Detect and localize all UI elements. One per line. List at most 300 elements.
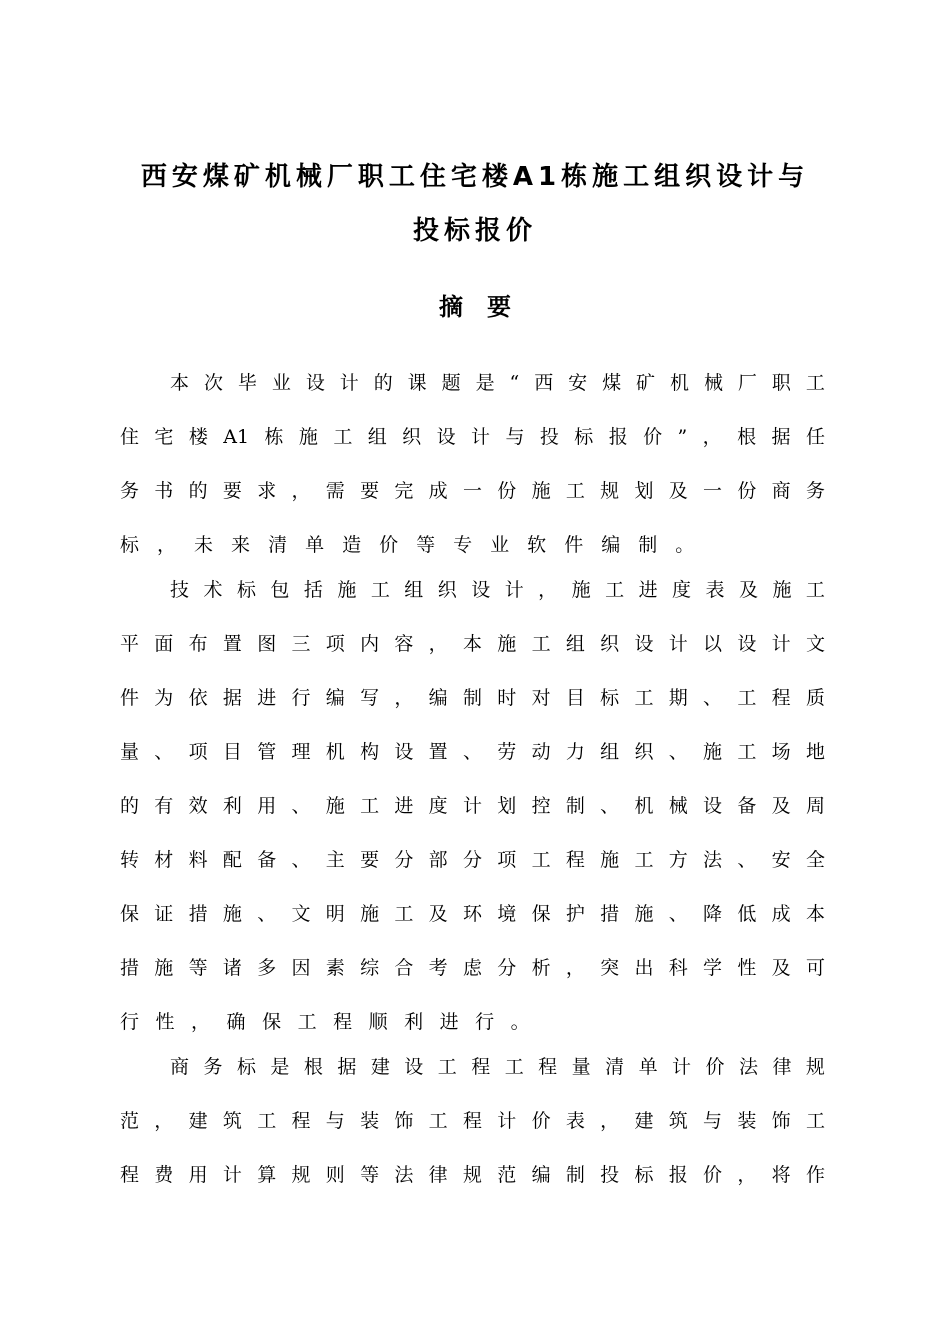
- glyph: 价: [531, 1110, 551, 1132]
- glyph: 程: [771, 687, 791, 709]
- glyph: 护: [565, 903, 585, 925]
- glyph: 性: [737, 957, 757, 979]
- glyph: 场: [771, 741, 791, 763]
- glyph: 划: [497, 795, 517, 817]
- glyph: 依: [188, 687, 208, 709]
- glyph: 计: [462, 795, 482, 817]
- abstract-line: [120, 629, 825, 659]
- glyph: 筑: [668, 1110, 688, 1132]
- glyph: 科: [668, 957, 688, 979]
- glyph: 程: [120, 1164, 140, 1186]
- glyph: 文: [805, 633, 825, 655]
- glyph: 有: [154, 795, 174, 817]
- glyph: 图: [257, 633, 277, 655]
- glyph: 一: [462, 480, 482, 502]
- glyph: 力: [565, 741, 585, 763]
- glyph: 建: [188, 1110, 208, 1132]
- glyph: 据: [771, 426, 791, 448]
- glyph: 及: [738, 579, 758, 601]
- glyph: 效: [188, 795, 208, 817]
- glyph: 本: [170, 372, 190, 394]
- glyph: 标: [120, 534, 140, 556]
- glyph: 清: [605, 1056, 625, 1078]
- glyph: 用: [188, 1164, 208, 1186]
- glyph: 务: [120, 480, 140, 502]
- glyph: 、: [668, 903, 688, 925]
- glyph: 量: [120, 741, 140, 763]
- glyph: 清: [268, 534, 288, 556]
- glyph: 写: [360, 687, 380, 709]
- glyph: 任: [805, 426, 825, 448]
- glyph: 顺: [368, 1011, 388, 1033]
- glyph: 煤: [602, 372, 622, 394]
- glyph: 施: [222, 903, 242, 925]
- glyph: 计: [471, 426, 491, 448]
- glyph: 利: [222, 795, 242, 817]
- glyph: 。: [675, 534, 695, 556]
- glyph: 的: [120, 795, 140, 817]
- glyph: 、: [668, 741, 688, 763]
- glyph: 一: [703, 480, 723, 502]
- glyph: 用: [257, 795, 277, 817]
- glyph: 专: [453, 534, 473, 556]
- glyph: 、: [737, 849, 757, 871]
- glyph: 据: [222, 687, 242, 709]
- glyph: 证: [154, 903, 174, 925]
- abstract-line: [170, 368, 825, 398]
- glyph: 宅: [154, 426, 174, 448]
- glyph: 安: [771, 849, 791, 871]
- glyph: 对: [531, 687, 551, 709]
- glyph: 法: [703, 849, 723, 871]
- abstract-line: [120, 899, 825, 929]
- glyph: 律: [428, 1164, 448, 1186]
- glyph: 施: [360, 903, 380, 925]
- glyph: 来: [231, 534, 251, 556]
- glyph: ，: [565, 957, 585, 979]
- glyph: 容: [394, 633, 414, 655]
- glyph: 施: [772, 579, 792, 601]
- glyph: 矿: [636, 372, 656, 394]
- glyph: 根: [303, 1056, 323, 1078]
- glyph: 为: [154, 687, 174, 709]
- glyph: 单: [638, 1056, 658, 1078]
- glyph: 析: [531, 957, 551, 979]
- glyph: 与: [505, 426, 525, 448]
- glyph: 本: [462, 633, 482, 655]
- abstract-heading: 摘 要: [439, 293, 511, 321]
- glyph: ”: [677, 426, 688, 448]
- glyph: 厂: [737, 372, 757, 394]
- glyph: 工: [605, 579, 625, 601]
- glyph: 织: [402, 426, 422, 448]
- glyph: 配: [222, 849, 242, 871]
- glyph: 题: [441, 372, 461, 394]
- glyph: 价: [703, 1164, 723, 1186]
- glyph: 制: [565, 1164, 585, 1186]
- glyph: 职: [771, 372, 791, 394]
- glyph: 三: [291, 633, 311, 655]
- glyph: 范: [120, 1110, 140, 1132]
- glyph: 保: [120, 903, 140, 925]
- glyph: 械: [668, 795, 688, 817]
- glyph: 组: [404, 579, 424, 601]
- glyph: 及: [428, 903, 448, 925]
- glyph: 标: [236, 1056, 256, 1078]
- glyph: ，: [191, 1011, 211, 1033]
- glyph: 作: [805, 1164, 825, 1186]
- glyph: 范: [497, 1164, 517, 1186]
- glyph: 织: [600, 633, 620, 655]
- glyph: 及: [771, 957, 791, 979]
- glyph: 施: [298, 426, 318, 448]
- glyph: 备: [257, 849, 277, 871]
- glyph: 要: [360, 849, 380, 871]
- glyph: 编: [531, 1164, 551, 1186]
- glyph: 报: [668, 1164, 688, 1186]
- glyph: 控: [531, 795, 551, 817]
- glyph: 程: [471, 1056, 491, 1078]
- glyph: 业: [490, 534, 510, 556]
- glyph: 工: [257, 1110, 277, 1132]
- glyph: 度: [672, 579, 692, 601]
- glyph: 度: [428, 795, 448, 817]
- glyph: 标: [236, 579, 256, 601]
- glyph: 计: [672, 1056, 692, 1078]
- glyph: 表: [705, 579, 725, 601]
- glyph: 设: [404, 1056, 424, 1078]
- glyph: 降: [703, 903, 723, 925]
- glyph: 综: [360, 957, 380, 979]
- glyph: 保: [531, 903, 551, 925]
- glyph: 程: [565, 849, 585, 871]
- glyph: 成: [771, 903, 791, 925]
- glyph: 工: [531, 633, 551, 655]
- glyph: 平: [120, 633, 140, 655]
- glyph: 程: [538, 1056, 558, 1078]
- glyph: 、: [291, 795, 311, 817]
- glyph: 是: [270, 1056, 290, 1078]
- glyph: 标: [600, 687, 620, 709]
- glyph: 措: [600, 903, 620, 925]
- glyph: 程: [333, 1011, 353, 1033]
- glyph: 组: [367, 426, 387, 448]
- glyph: 住: [120, 426, 140, 448]
- glyph: 业: [271, 372, 291, 394]
- abstract-line: [120, 1007, 825, 1037]
- glyph: 突: [600, 957, 620, 979]
- glyph: 规: [805, 1056, 825, 1078]
- abstract-line: [120, 1160, 825, 1190]
- glyph: 进: [394, 795, 414, 817]
- glyph: 要: [360, 480, 380, 502]
- glyph: 等: [360, 1164, 380, 1186]
- glyph: 表: [565, 1110, 585, 1132]
- glyph: 书: [154, 480, 174, 502]
- glyph: 、: [600, 795, 620, 817]
- glyph: 境: [497, 903, 517, 925]
- glyph: 安: [568, 372, 588, 394]
- glyph: 行: [120, 1011, 140, 1033]
- glyph: 工: [370, 579, 390, 601]
- glyph: 施: [325, 795, 345, 817]
- glyph: 、: [462, 741, 482, 763]
- glyph: 计: [668, 633, 688, 655]
- glyph: 根: [737, 426, 757, 448]
- glyph: 施: [154, 957, 174, 979]
- glyph: 项: [188, 741, 208, 763]
- glyph: 计: [504, 579, 524, 601]
- glyph: 律: [772, 1056, 792, 1078]
- glyph: 工: [634, 849, 654, 871]
- glyph: 学: [703, 957, 723, 979]
- glyph: 件: [564, 534, 584, 556]
- glyph: 虑: [462, 957, 482, 979]
- glyph: 主: [325, 849, 345, 871]
- glyph: 地: [805, 741, 825, 763]
- glyph: 置: [222, 633, 242, 655]
- glyph: 未: [194, 534, 214, 556]
- glyph: 设: [737, 633, 757, 655]
- glyph: 施: [571, 579, 591, 601]
- glyph: 出: [634, 957, 654, 979]
- glyph: 装: [360, 1110, 380, 1132]
- glyph: 投: [539, 426, 559, 448]
- glyph: ，: [600, 1110, 620, 1132]
- glyph: 、: [154, 741, 174, 763]
- glyph: 工: [737, 687, 757, 709]
- glyph: 工: [360, 795, 380, 817]
- glyph: 设: [436, 426, 456, 448]
- glyph: 制: [638, 534, 658, 556]
- glyph: ，: [291, 480, 311, 502]
- glyph: 划: [634, 480, 654, 502]
- glyph: 时: [497, 687, 517, 709]
- glyph: 程: [291, 1110, 311, 1132]
- glyph: ，: [157, 534, 177, 556]
- glyph: ，: [154, 1110, 174, 1132]
- glyph: 饰: [771, 1110, 791, 1132]
- glyph: 投: [600, 1164, 620, 1186]
- abstract-line: [120, 422, 825, 452]
- glyph: 是: [475, 372, 495, 394]
- glyph: 行: [291, 687, 311, 709]
- glyph: 及: [771, 795, 791, 817]
- abstract-line: [120, 683, 825, 713]
- glyph: 毕: [237, 372, 257, 394]
- glyph: 理: [291, 741, 311, 763]
- glyph: 工: [531, 849, 551, 871]
- glyph: 工: [437, 1056, 457, 1078]
- glyph: 、: [257, 903, 277, 925]
- glyph: 设: [634, 633, 654, 655]
- glyph: 目: [222, 741, 242, 763]
- glyph: 进: [257, 687, 277, 709]
- glyph: 分: [394, 849, 414, 871]
- glyph: 完: [394, 480, 414, 502]
- glyph: 等: [416, 534, 436, 556]
- glyph: 目: [565, 687, 585, 709]
- glyph: 方: [668, 849, 688, 871]
- glyph: 标: [634, 1164, 654, 1186]
- glyph: ，: [428, 633, 448, 655]
- glyph: 筑: [222, 1110, 242, 1132]
- glyph: 备: [737, 795, 757, 817]
- glyph: 次: [203, 372, 223, 394]
- glyph: 程: [462, 1110, 482, 1132]
- glyph: 楼: [188, 426, 208, 448]
- glyph: 商: [771, 480, 791, 502]
- glyph: 则: [325, 1164, 345, 1186]
- glyph: 括: [303, 579, 323, 601]
- glyph: 周: [805, 795, 825, 817]
- glyph: 工: [805, 372, 825, 394]
- glyph: 商: [170, 1056, 190, 1078]
- glyph: 价: [643, 426, 663, 448]
- glyph: 栋: [264, 426, 284, 448]
- glyph: 低: [737, 903, 757, 925]
- glyph: 将: [771, 1164, 791, 1186]
- glyph: 包: [270, 579, 290, 601]
- glyph: 工: [805, 1110, 825, 1132]
- glyph: 保: [262, 1011, 282, 1033]
- glyph: 需: [325, 480, 345, 502]
- glyph: 劳: [497, 741, 517, 763]
- abstract-line: [120, 845, 825, 875]
- abstract-line: [120, 476, 825, 506]
- document-title-line-2: 投标报价: [412, 216, 537, 246]
- glyph: 工: [805, 579, 825, 601]
- abstract-line: [120, 953, 825, 983]
- glyph: 工: [297, 1011, 317, 1033]
- glyph: 计: [339, 372, 359, 394]
- glyph: 设: [305, 372, 325, 394]
- glyph: 设: [471, 579, 491, 601]
- glyph: 装: [737, 1110, 757, 1132]
- glyph: 算: [257, 1164, 277, 1186]
- glyph: 组: [565, 633, 585, 655]
- glyph: 务: [805, 480, 825, 502]
- glyph: 管: [257, 741, 277, 763]
- glyph: 建: [370, 1056, 390, 1078]
- glyph: 施: [337, 579, 357, 601]
- glyph: 建: [634, 1110, 654, 1132]
- glyph: 西: [534, 372, 554, 394]
- glyph: 、: [291, 849, 311, 871]
- glyph: 内: [360, 633, 380, 655]
- glyph: 规: [600, 480, 620, 502]
- glyph: 期: [668, 687, 688, 709]
- glyph: 明: [325, 903, 345, 925]
- document-title-line-1: 西安煤矿机械厂职工住宅楼A1栋施工组织设计与: [140, 162, 810, 192]
- glyph: 件: [120, 687, 140, 709]
- glyph: 施: [634, 903, 654, 925]
- glyph: ，: [737, 1164, 757, 1186]
- glyph: 机: [325, 741, 345, 763]
- glyph: 制: [462, 687, 482, 709]
- glyph: 部: [428, 849, 448, 871]
- glyph: 工: [504, 1056, 524, 1078]
- glyph: 文: [291, 903, 311, 925]
- glyph: 价: [705, 1056, 725, 1078]
- glyph: 可: [805, 957, 825, 979]
- glyph: 规: [462, 1164, 482, 1186]
- glyph: 据: [337, 1056, 357, 1078]
- glyph: 标: [574, 426, 594, 448]
- glyph: 计: [771, 633, 791, 655]
- glyph: 工: [333, 426, 353, 448]
- glyph: 及: [668, 480, 688, 502]
- glyph: 制: [565, 795, 585, 817]
- glyph: 考: [428, 957, 448, 979]
- glyph: 的: [373, 372, 393, 394]
- glyph: A1: [223, 426, 250, 448]
- abstract-line: [170, 1052, 825, 1082]
- glyph: 工: [737, 741, 757, 763]
- glyph: 行: [475, 1011, 495, 1033]
- glyph: 动: [531, 741, 551, 763]
- glyph: 转: [120, 849, 140, 871]
- glyph: 织: [437, 579, 457, 601]
- glyph: 分: [497, 957, 517, 979]
- glyph: 性: [155, 1011, 175, 1033]
- glyph: 务: [203, 1056, 223, 1078]
- glyph: 械: [703, 372, 723, 394]
- abstract-line: [120, 530, 825, 560]
- glyph: 施: [600, 849, 620, 871]
- abstract-line: [120, 791, 825, 821]
- glyph: 本: [805, 903, 825, 925]
- glyph: 编: [325, 687, 345, 709]
- glyph: 编: [428, 687, 448, 709]
- glyph: 面: [154, 633, 174, 655]
- glyph: 计: [222, 1164, 242, 1186]
- glyph: 造: [342, 534, 362, 556]
- glyph: 法: [394, 1164, 414, 1186]
- glyph: 进: [439, 1011, 459, 1033]
- glyph: 费: [154, 1164, 174, 1186]
- glyph: 以: [703, 633, 723, 655]
- glyph: 合: [394, 957, 414, 979]
- glyph: 报: [608, 426, 628, 448]
- glyph: 课: [407, 372, 427, 394]
- glyph: 措: [188, 903, 208, 925]
- glyph: 素: [325, 957, 345, 979]
- glyph: 织: [634, 741, 654, 763]
- glyph: 份: [737, 480, 757, 502]
- glyph: 饰: [394, 1110, 414, 1132]
- glyph: 构: [360, 741, 380, 763]
- glyph: 因: [291, 957, 311, 979]
- glyph: 计: [497, 1110, 517, 1132]
- glyph: 确: [226, 1011, 246, 1033]
- glyph: 设: [394, 741, 414, 763]
- abstract-line: [170, 575, 825, 605]
- glyph: 布: [188, 633, 208, 655]
- glyph: 规: [291, 1164, 311, 1186]
- glyph: 分: [462, 849, 482, 871]
- glyph: 、: [703, 687, 723, 709]
- glyph: 成: [428, 480, 448, 502]
- glyph: 等: [188, 957, 208, 979]
- glyph: 料: [188, 849, 208, 871]
- glyph: ，: [702, 426, 722, 448]
- glyph: 诸: [222, 957, 242, 979]
- glyph: 工: [394, 903, 414, 925]
- glyph: 术: [203, 579, 223, 601]
- glyph: 施: [703, 741, 723, 763]
- glyph: 环: [462, 903, 482, 925]
